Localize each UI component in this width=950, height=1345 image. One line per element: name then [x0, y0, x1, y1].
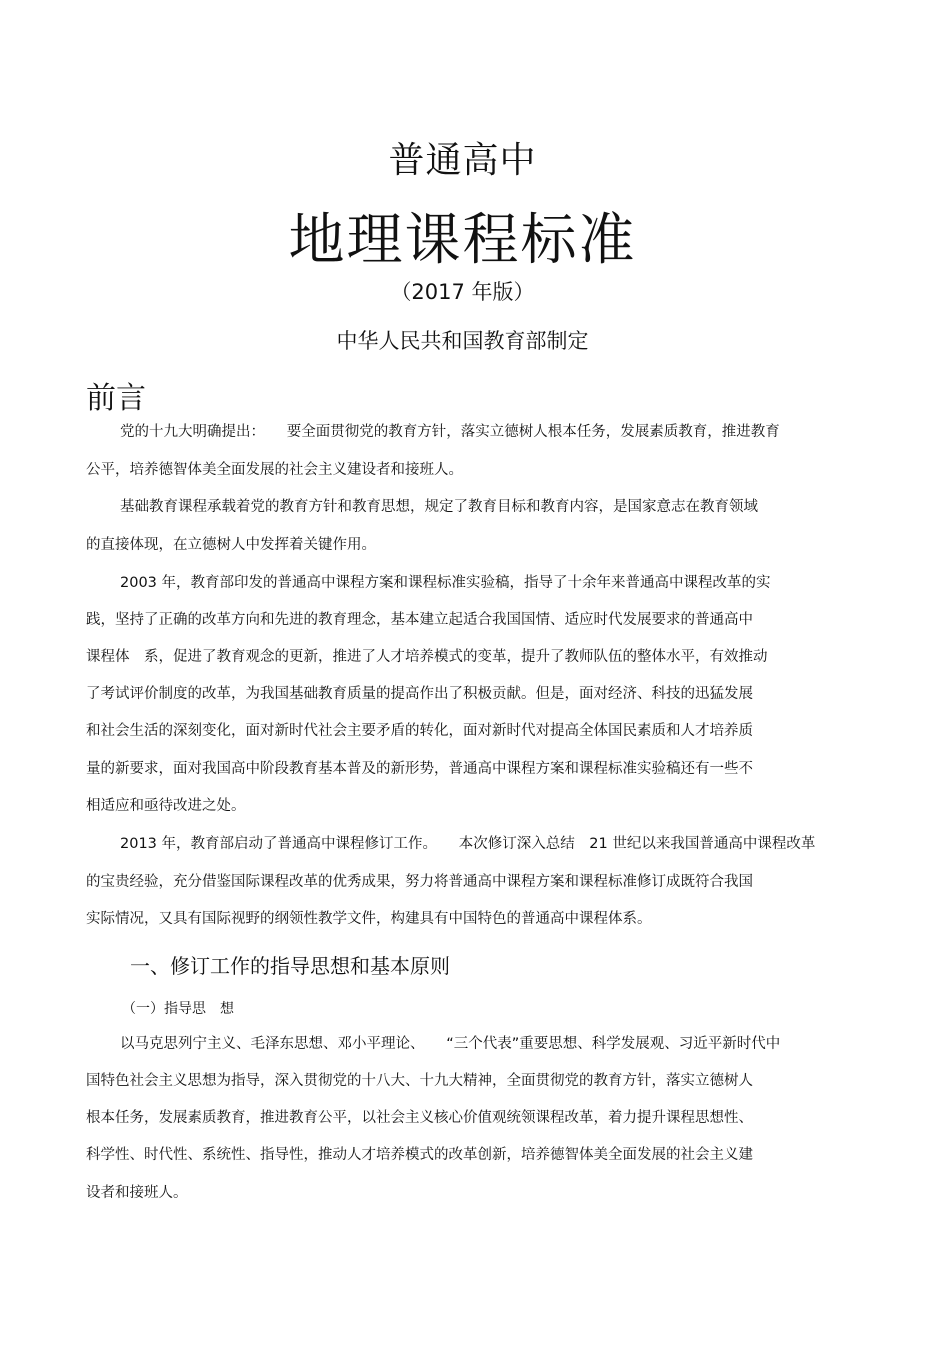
text-line: 相适应和亟待改进之处。: [86, 798, 246, 814]
text-line: 2013 年，教育部启动了普通高中课程修订工作。 本次修订深入总结 21 世纪以来我国普通高中课程改革: [120, 836, 816, 852]
text-line: 2003 年，教育部印发的普通高中课程方案和课程标准实验稿，指导了十余年来普通高中课程改革的实: [120, 575, 771, 591]
document-edition: （2017 年版）: [390, 280, 535, 304]
text-line: 以马克思列宁主义、毛泽东思想、邓小平理论、 “三个代表”重要思想、科学发展观、习近平新时代中: [120, 1036, 781, 1052]
subsection-heading: （一）指导思 想: [122, 1001, 234, 1017]
text-line: 课程体 系，促进了教育观念的更新，推进了人才培养模式的变革，提升了教师队伍的整体水平，有效推动: [86, 649, 768, 665]
preface-heading: 前言: [86, 381, 146, 416]
text-line: 践，坚持了正确的改革方向和先进的教育理念，基本建立起适合我国国情、适应时代发展要求的普通高中: [86, 612, 753, 628]
text-line: 根本任务，发展素质教育，推进教育公平，以社会主义核心价值观统领课程改革，着力提升课程思想性、: [86, 1110, 753, 1126]
text-line: 科学性、时代性、系统性、指导性，推动人才培养模式的改革创新，培养德智体美全面发展的社会主义建: [86, 1147, 753, 1163]
document-subtitle: 普通高中: [388, 140, 537, 181]
text-line: 党的十九大明确提出： 要全面贯彻党的教育方针，落实立德树人根本任务，发展素质教育，推进教育: [120, 424, 780, 440]
text-line: 基础教育课程承载着党的教育方针和教育思想，规定了教育目标和教育内容，是国家意志在教育领域: [120, 499, 758, 515]
text-line: 的宝贵经验，充分借鉴国际课程改革的优秀成果，努力将普通高中课程方案和课程标准修订成既符合我国: [86, 874, 753, 890]
text-line: 的直接体现，在立德树人中发挥着关键作用。: [86, 537, 376, 553]
text-line: 公平，培养德智体美全面发展的社会主义建设者和接班人。: [86, 462, 463, 478]
text-line: 设者和接班人。: [86, 1185, 188, 1201]
section-heading: 一、修订工作的指导思想和基本原则: [130, 954, 450, 978]
document-issuer: 中华人民共和国教育部制定: [336, 329, 589, 353]
text-line: 国特色社会主义思想为指导，深入贯彻党的十八大、十九大精神，全面贯彻党的教育方针，落实立德树人: [86, 1073, 753, 1089]
text-line: 了考试评价制度的改革，为我国基础教育质量的提高作出了积极贡献。但是，面对经济、科技的迅猛发展: [86, 686, 753, 702]
document-title: 地理课程标准: [288, 208, 637, 273]
text-line: 量的新要求，面对我国高中阶段教育基本普及的新形势，普通高中课程方案和课程标准实验稿还有一些不: [86, 761, 753, 777]
text-line: 和社会生活的深刻变化，面对新时代社会主要矛盾的转化，面对新时代对提高全体国民素质和人才培养质: [86, 723, 753, 739]
text-line: 实际情况，又具有国际视野的纲领性教学文件，构建具有中国特色的普通高中课程体系。: [86, 911, 652, 927]
